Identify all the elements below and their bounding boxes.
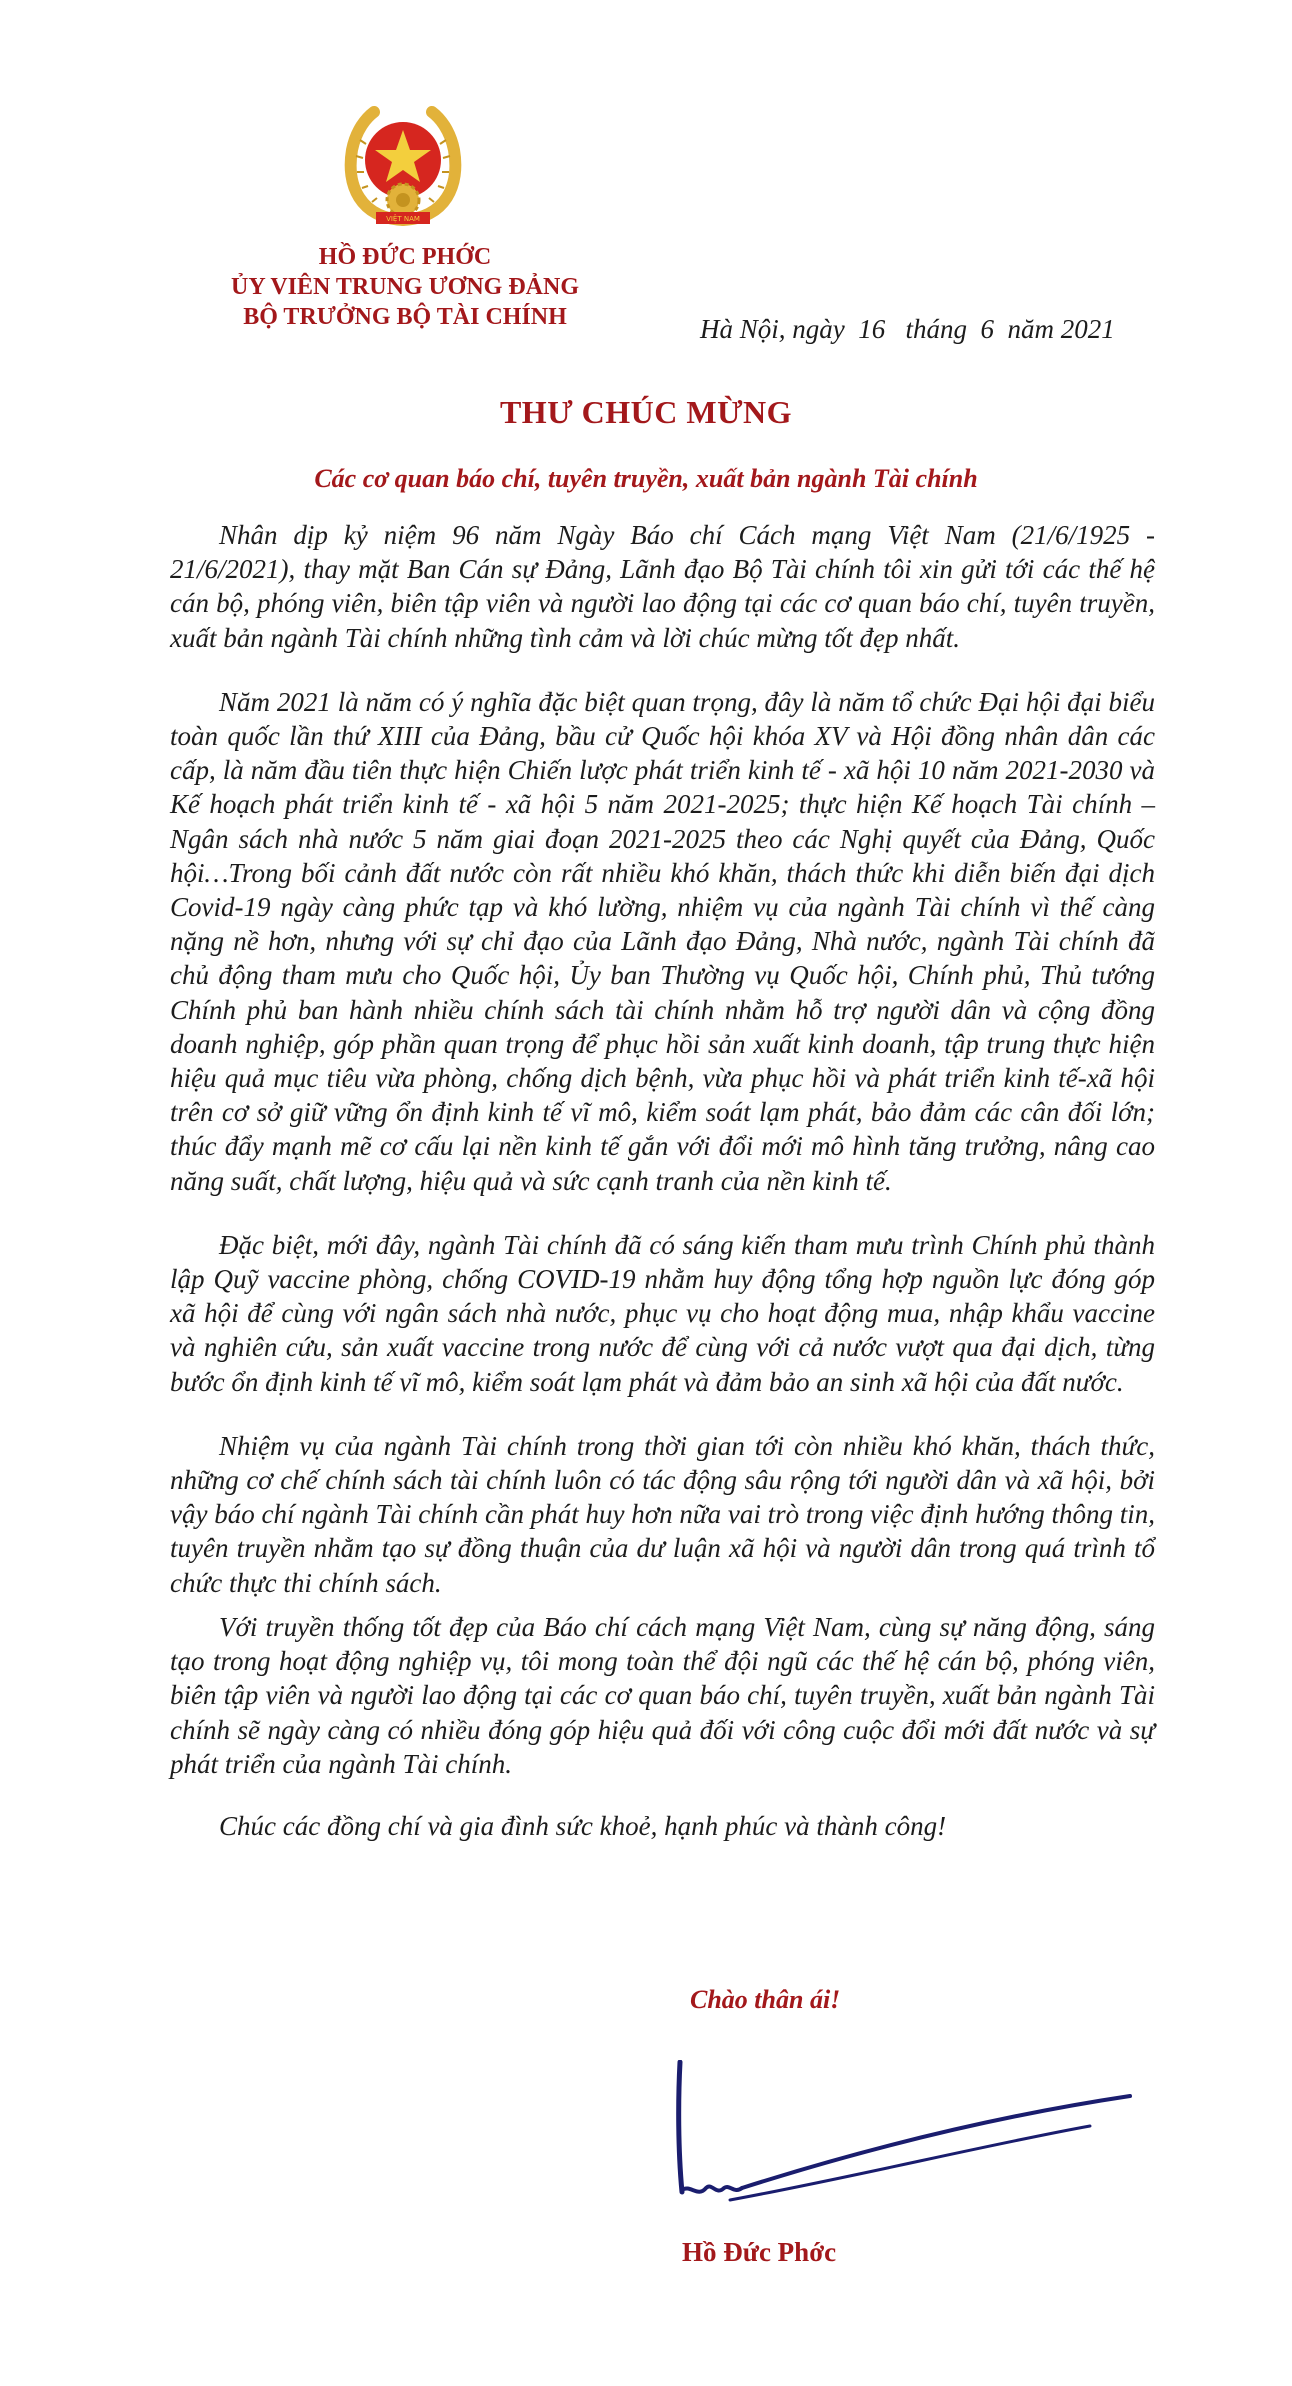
letter-title: THƯ CHÚC MỪNG [499,394,793,430]
paragraph-3: Đặc biệt, mới đây, ngành Tài chính đã có sáng kiến tham mưu trình Chính phủ thành lập Quỹ vaccine phòng, chống COVID-19 nhằm huy động tổng hợp nguồn lực đóng góp xã hội để cùng với ngân sách nhà nước, phục vụ cho hoạt động mua, nhập khẩu vaccine và nghiên cứu, sản xuất vaccine trong nước để cùng với cả nước vượt qua đại dịch, từng bước ổn định kinh tế vĩ mô, kiểm soát lạm phát và đảm bảo an sinh xã hội của đất nước. [170,1229,1155,1397]
signer-name: Hồ Đức Phớc [682,2237,837,2267]
author-office: BỘ TRƯỞNG BỘ TÀI CHÍNH [243,304,567,330]
recipient-line: Các cơ quan báo chí, tuyên truyền, xuất bản ngành Tài chính [314,464,978,493]
paragraph-2: Năm 2021 là năm có ý nghĩa đặc biệt quan trọng, đây là năm tổ chức Đại hội đại biểu toàn quốc lần thứ XIII của Đảng, bầu cử Quốc hội khóa XV và Hội đồng nhân dân các cấp, là năm đầu tiên thực hiện Chiến lược phát triển kinh tế - xã hội 10 năm 2021-2030 và Kế hoạch phát triển kinh tế - xã hội 5 năm 2021-2025; thực hiện Kế hoạch Tài chính – Ngân sách nhà nước 5 năm giai đoạn 2021-2025 theo các Nghị quyết của Đảng, Quốc hội…Trong bối cảnh đất nước còn rất nhiều khó khăn, thách thức khi diễn biến đại dịch Covid-19 ngày càng phức tạp và khó lường, nhiệm vụ của ngành Tài chính vì thế càng nặng nề hơn, nhưng với sự chỉ đạo của Lãnh đạo Đảng, Nhà nước, ngành Tài chính đã chủ động tham mưu cho Quốc hội, Ủy ban Thường vụ Quốc hội, Chính phủ, Thủ tướng Chính phủ ban hành nhiều chính sách tài chính nhằm hỗ trợ người dân và cộng đồng doanh nghiệp, góp phần quan trọng để phục hồi sản xuất kinh doanh, tập trung thực hiện hiệu quả mục tiêu vừa phòng, chống dịch bệnh, vừa phục hồi và phát triển kinh tế-xã hội trên cơ sở giữ vững ổn định kinh tế vĩ mô, kiểm soát lạm phát, bảo đảm các cân đối lớn; thúc đẩy mạnh mẽ cơ cấu lại nền kinh tế gắn với đổi mới mô hình tăng trưởng, nâng cao năng suất, chất lượng, hiệu quả và sức cạnh tranh của nền kinh tế. [170,686,1155,1196]
author-name: HỒ ĐỨC PHỚC [318,244,492,270]
paragraph-wishes: Chúc các đồng chí và gia đình sức khoẻ, hạnh phúc và thành công! [219,1810,947,1841]
letter-body [170,518,1155,1843]
closing-greeting: Chào thân ái! [690,1985,841,2014]
author-block [170,242,640,332]
emblem-ribbon-text: VIỆT NAM [386,215,420,223]
author-position: ỦY VIÊN TRUNG ƯƠNG ĐẢNG [230,274,580,300]
date-line: Hà Nội, ngày 16 tháng 6 năm 2021 [700,314,1115,344]
paragraph-1: Nhân dịp kỷ niệm 96 năm Ngày Báo chí Cách mạng Việt Nam (21/6/1925 - 21/6/2021), thay mặt Ban Cán sự Đảng, Lãnh đạo Bộ Tài chính tôi xin gửi tới các thế hệ cán bộ, phóng viên, biên tập viên và người lao động tại các cơ quan báo chí, tuyên truyền, xuất bản ngành Tài chính những tình cảm và lời chúc mừng tốt đẹp nhất. [170,520,1155,653]
handwritten-signature-icon [670,2060,1140,2210]
paragraph-4: Nhiệm vụ của ngành Tài chính trong thời gian tới còn nhiều khó khăn, thách thức, những cơ chế chính sách tài chính luôn có tác động sâu rộng tới người dân và xã hội, bởi vậy báo chí ngành Tài chính cần phát huy hơn nữa vai trò trong việc định hướng thông tin, tuyên truyền nhằm tạo sự đồng thuận của dư luận xã hội và người dân trong quá trình tổ chức thực thi chính sách. [170,1430,1155,1598]
paragraph-5: Với truyền thống tốt đẹp của Báo chí cách mạng Việt Nam, cùng sự năng động, sáng tạo trong hoạt động nghiệp vụ, tôi mong toàn thể đội ngũ các thế hệ cán bộ, phóng viên, biên tập viên và người lao động tại các cơ quan báo chí, tuyên truyền, xuất bản ngành Tài chính sẽ ngày càng có nhiều đóng góp hiệu quả đối với công cuộc đổi mới đất nước và sự phát triển của ngành Tài chính. [170,1611,1155,1779]
vietnam-national-emblem-icon [338,100,468,230]
